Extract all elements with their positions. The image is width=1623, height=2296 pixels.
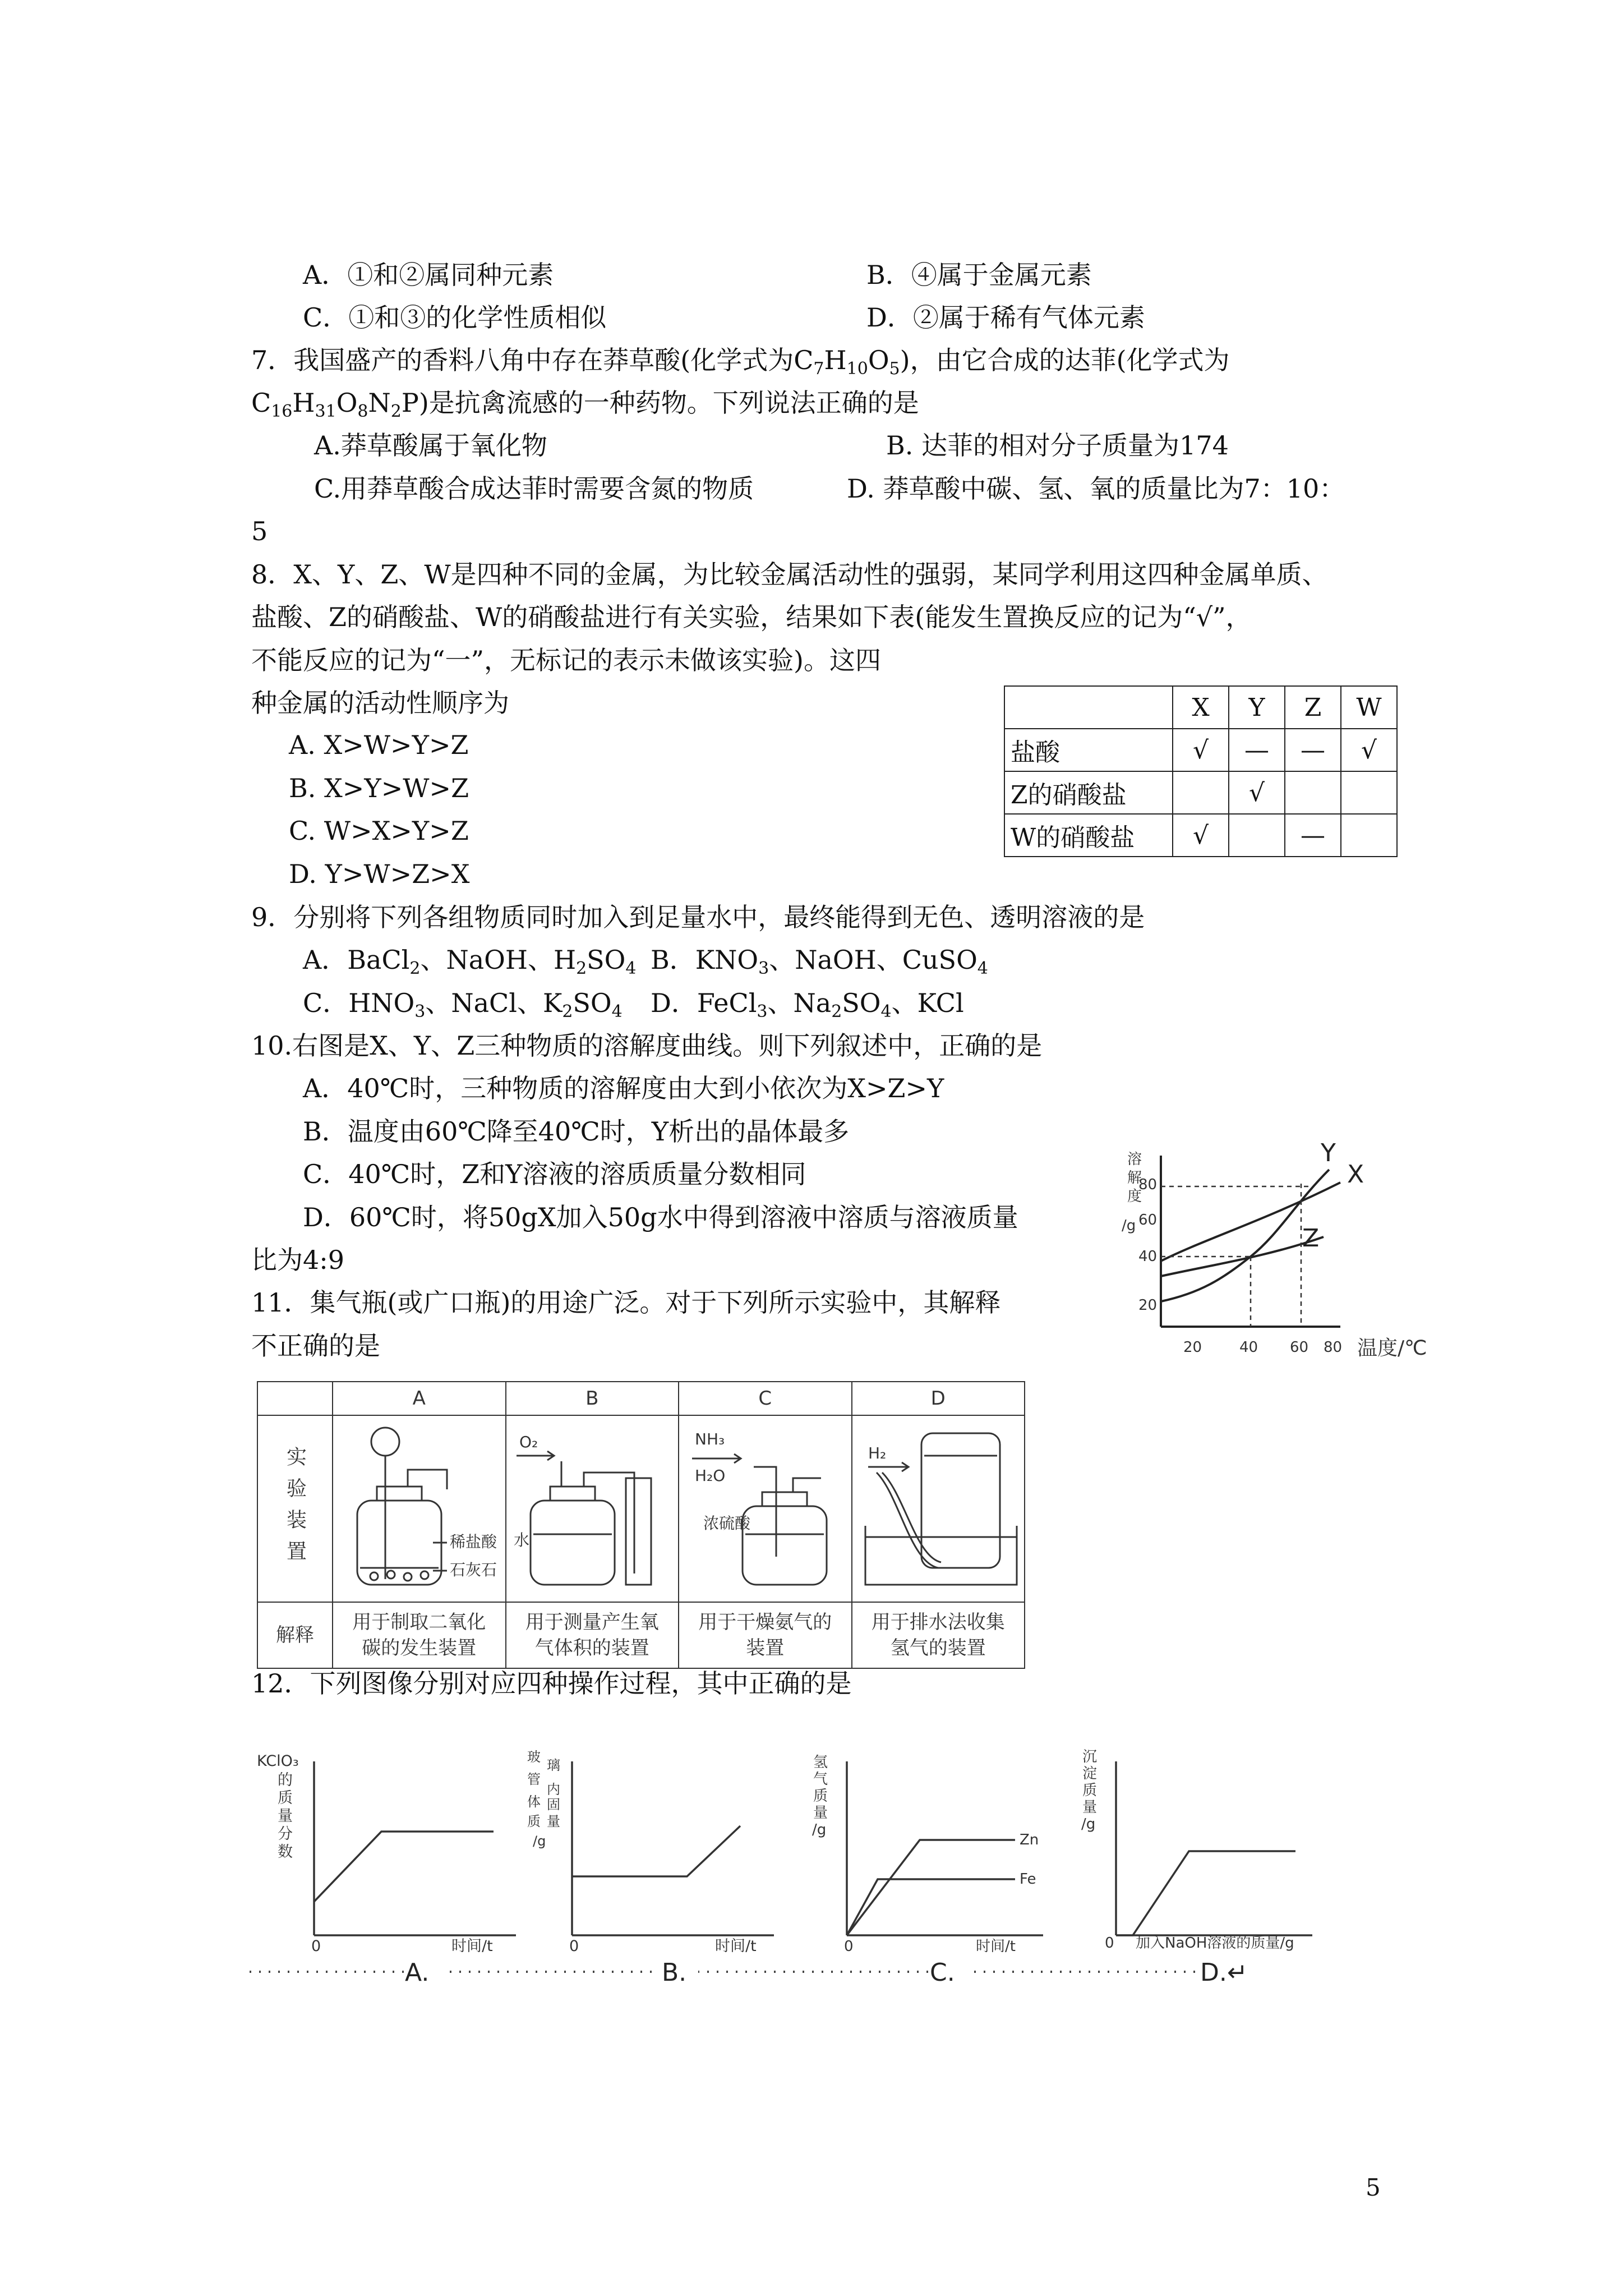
solubility-ylabel: 解	[1127, 1170, 1142, 1186]
q10-option-d: D．60℃时，将50gX加入50g水中得到溶液中溶质与溶液质量	[303, 1202, 1018, 1232]
explanation-a: 用于制取二氧化 碳的发生装置	[333, 1602, 506, 1668]
graph-d-line	[1116, 1851, 1295, 1935]
q7-option-d-cont: 5	[251, 516, 268, 546]
q8-stem-line1: 8．X、Y、Z、W是四种不同的金属，为比较金属活动性的强弱，某同学利用这四种金属单质、	[251, 559, 1328, 590]
solubility-ylabel: 溶	[1127, 1151, 1142, 1168]
table-cell	[1341, 814, 1397, 857]
series-label-y: Y	[1321, 1139, 1336, 1167]
q7-stem-line2: $C_{16}H_{31}O_8N_2P$)是抗禽流感的一种药物。下列说法正确的是	[251, 388, 919, 421]
table-row	[1004, 814, 1397, 857]
q8-option-d: D. Y>W>Z>X	[289, 859, 470, 889]
graph-b-ylabel: 玻	[527, 1749, 541, 1765]
q11-stem-line1: 11．集气瓶(或广口瓶)的用途广泛。对于下列所示实验中，其解释	[251, 1287, 1001, 1318]
table-cell: √	[1341, 729, 1397, 771]
graph-a-ylabel: 分	[278, 1825, 293, 1843]
q8-stem-line4: 种金属的活动性顺序为	[251, 688, 509, 718]
q8-option-b: B. X>Y>W>Z	[289, 773, 469, 803]
table-cell: A	[333, 1382, 506, 1415]
table-cell: B	[506, 1382, 679, 1415]
label-nh3: NH₃	[695, 1430, 725, 1448]
graph-d-ylabel: 淀	[1082, 1765, 1098, 1782]
table-cell: —	[1285, 729, 1341, 771]
co2-generator-diagram	[335, 1416, 503, 1596]
label-h2: H₂	[868, 1444, 887, 1462]
q9-option-a: A．BaCl$_2$、NaOH、$H_2SO_4$	[303, 945, 637, 978]
apparatus-d	[852, 1415, 1025, 1602]
q8-stem-line2: 盐酸、Z的硝酸盐、W的硝酸盐进行有关实验，结果如下表(能发生置换反应的记为“√”，	[251, 602, 1252, 632]
curve-z	[1161, 1237, 1324, 1276]
graph-letter-a: A.	[405, 1958, 430, 1987]
table-row	[257, 1415, 1025, 1602]
q11-apparatus-table	[257, 1381, 1025, 1669]
q7-option-c: C.用莽草酸合成达菲时需要含氮的物质	[314, 473, 754, 504]
table-cell: D	[852, 1382, 1025, 1415]
explanation-c: 用于干燥氨气的 装置	[679, 1602, 852, 1668]
graph-c	[791, 1745, 1054, 1952]
graph-a-ylabel: KClO₃	[257, 1752, 299, 1770]
q8-option-c: C. W>X>Y>Z	[289, 816, 469, 846]
graph-b-xlabel: 时间/t	[715, 1938, 757, 1952]
apparatus-a	[333, 1415, 506, 1602]
graph-a	[252, 1745, 527, 1952]
q8-stem-line3: 不能反应的记为“一”，无标记的表示未做该实验)。这四	[251, 645, 881, 675]
table-cell: X	[1173, 686, 1229, 729]
table-cell: √	[1229, 771, 1285, 814]
label-dilute-hcl: 稀盐酸	[450, 1533, 497, 1551]
label-water: 水	[513, 1531, 529, 1549]
table-cell	[1004, 686, 1173, 729]
graph-a-ylabel: 的	[278, 1772, 293, 1789]
table-cell: Z的硝酸盐	[1004, 771, 1173, 814]
graph-a-ylabel: 数	[278, 1843, 293, 1861]
table-cell	[1229, 814, 1285, 857]
q7-option-b: B. 达菲的相对分子质量为174	[886, 430, 1229, 461]
series-label-x: X	[1347, 1160, 1364, 1189]
graph-b-ylabel: 量	[547, 1814, 560, 1829]
row-header-explanation: 解释	[257, 1602, 333, 1668]
q10-stem: 10.右图是X、Y、Z三种物质的溶解度曲线。则下列叙述中，正确的是	[251, 1030, 1043, 1061]
gas-drying-diagram	[681, 1416, 849, 1596]
q8-reaction-table	[1004, 685, 1398, 857]
graph-a-origin: 0	[311, 1938, 321, 1952]
solubility-xlabel: 温度/℃	[1357, 1337, 1427, 1360]
graph-d-xlabel: 加入NaOH溶液的质量/g	[1136, 1935, 1294, 1952]
graph-letters-row	[247, 1955, 1256, 1989]
graph-b-origin: 0	[569, 1938, 579, 1952]
q7-stem-line1: 7．我国盛产的香料八角中存在莽草酸(化学式为$C_7H_{10}O_5$)，由它合成的达菲(化学式为	[251, 345, 1230, 379]
table-cell	[257, 1382, 333, 1415]
label-h2o: H₂O	[695, 1466, 726, 1485]
table-cell: Y	[1229, 686, 1285, 729]
series-label-z: Z	[1302, 1224, 1320, 1253]
graph-b-ylabel: 内	[547, 1782, 560, 1797]
gas-volume-measure-diagram	[508, 1416, 676, 1596]
water-displacement-diagram	[854, 1416, 1022, 1596]
table-cell: Z	[1285, 686, 1341, 729]
table-header-row	[257, 1382, 1025, 1415]
q10-option-d-cont: 比为4:9	[251, 1245, 345, 1275]
graph-a-xlabel: 时间/t	[451, 1938, 493, 1952]
table-row	[257, 1602, 1025, 1668]
table-cell: 盐酸	[1004, 729, 1173, 771]
label-o2: O₂	[519, 1433, 538, 1451]
graph-letter-b: B.	[662, 1958, 687, 1987]
y-tick: 40	[1138, 1248, 1158, 1265]
graph-a-line	[314, 1832, 494, 1902]
graph-b-ylabel: 璃	[547, 1757, 560, 1773]
explanation-d: 用于排水法收集 氢气的装置	[852, 1602, 1025, 1668]
table-cell: W的硝酸盐	[1004, 814, 1173, 857]
graph-d-ylabel: /g	[1081, 1816, 1096, 1833]
graph-c-series-fe: Fe	[1020, 1871, 1036, 1888]
q9-option-d: D．FeCl$_3$、$Na_2SO_4$、KCl	[651, 988, 964, 1022]
graph-d	[1071, 1745, 1385, 1952]
x-tick: 20	[1183, 1339, 1202, 1356]
page-number: 5	[1366, 2174, 1381, 2201]
graph-c-line-fe	[847, 1879, 1015, 1935]
graph-a-ylabel: 量	[278, 1807, 293, 1825]
q9-option-c: C．$HNO_3$、NaCl、$K_2SO_4$	[303, 988, 623, 1022]
graph-b-ylabel: /g	[533, 1833, 546, 1849]
graph-c-series-zn: Zn	[1020, 1832, 1039, 1848]
y-tick: 60	[1138, 1212, 1158, 1228]
table-cell: W	[1341, 686, 1397, 729]
q6-option-a: A．①和②属同种元素	[303, 260, 554, 290]
apparatus-b	[506, 1415, 679, 1602]
explanation-b: 用于测量产生氧 气体积的装置	[506, 1602, 679, 1668]
graph-d-ylabel: 量	[1082, 1799, 1098, 1816]
table-row	[1004, 771, 1397, 814]
x-tick: 60	[1290, 1339, 1309, 1356]
table-header-row	[1004, 686, 1397, 729]
q7-option-a: A.莽草酸属于氧化物	[314, 430, 547, 461]
table-cell: √	[1173, 729, 1229, 771]
graph-c-xlabel: 时间/t	[976, 1938, 1016, 1952]
table-cell	[1285, 771, 1341, 814]
graph-b-line	[572, 1826, 740, 1876]
q8-option-a: A. X>W>Y>Z	[289, 730, 469, 760]
graph-a-ylabel: 质	[278, 1789, 293, 1807]
y-tick: 20	[1138, 1297, 1158, 1314]
graph-b	[516, 1745, 785, 1952]
label-conc-sulfuric-acid: 浓硫酸	[703, 1514, 751, 1533]
graph-d-ylabel: 质	[1082, 1782, 1098, 1799]
graph-c-ylabel: /g	[812, 1821, 827, 1838]
solubility-curve-figure	[1099, 1116, 1436, 1374]
graph-letter-c: C.	[930, 1958, 955, 1987]
graph-d-origin: 0	[1105, 1935, 1114, 1952]
x-tick: 80	[1324, 1339, 1343, 1356]
graph-b-ylabel: 质	[527, 1814, 541, 1829]
table-cell	[1341, 771, 1397, 814]
graph-letter-d: D.↵	[1200, 1958, 1248, 1987]
row-header-apparatus: 实验装置	[257, 1415, 333, 1602]
q10-option-a: A．40℃时，三种物质的溶解度由大到小依次为X>Z>Y	[303, 1073, 944, 1103]
table-cell: C	[679, 1382, 852, 1415]
q6-option-c: C．①和③的化学性质相似	[303, 302, 607, 333]
table-cell: —	[1229, 729, 1285, 771]
solubility-ylabel: /g	[1122, 1217, 1136, 1234]
graph-b-ylabel: 管	[527, 1772, 541, 1787]
graph-b-ylabel: 固	[547, 1797, 560, 1812]
q11-stem-line2: 不正确的是	[251, 1331, 380, 1361]
graph-d-ylabel: 沉	[1082, 1749, 1098, 1765]
graph-c-ylabel: 气	[813, 1771, 828, 1788]
q6-option-b: B．④属于金属元素	[866, 260, 1092, 290]
q6-option-d: D．②属于稀有气体元素	[866, 302, 1145, 333]
graph-c-ylabel: 氢	[813, 1754, 828, 1771]
graph-b-ylabel: 体	[527, 1794, 541, 1810]
graph-c-ylabel: 质	[813, 1788, 828, 1805]
graph-c-origin: 0	[844, 1938, 854, 1952]
q9-stem: 9．分别将下列各组物质同时加入到足量水中，最终能得到无色、透明溶液的是	[251, 902, 1145, 932]
q12-stem: 12．下列图像分别对应四种操作过程，其中正确的是	[251, 1668, 852, 1699]
q7-option-d: D. 莽草酸中碳、氢、氧的质量比为7：10：	[847, 473, 1345, 504]
table-row	[1004, 729, 1397, 771]
q10-option-b: B．温度由60℃降至40℃时，Y析出的晶体最多	[303, 1116, 850, 1147]
q9-option-b: B．$KNO_3$、NaOH、CuSO$_4$	[651, 945, 988, 978]
y-tick: 80	[1138, 1176, 1158, 1193]
graph-c-ylabel: 量	[813, 1805, 828, 1821]
table-cell	[1173, 771, 1229, 814]
x-tick: 40	[1239, 1339, 1258, 1356]
table-cell: —	[1285, 814, 1341, 857]
q10-option-c: C．40℃时，Z和Y溶液的溶质质量分数相同	[303, 1159, 806, 1189]
apparatus-c	[679, 1415, 852, 1602]
solubility-ylabel: 度	[1127, 1188, 1142, 1205]
table-cell: √	[1173, 814, 1229, 857]
label-limestone: 石灰石	[450, 1561, 497, 1579]
